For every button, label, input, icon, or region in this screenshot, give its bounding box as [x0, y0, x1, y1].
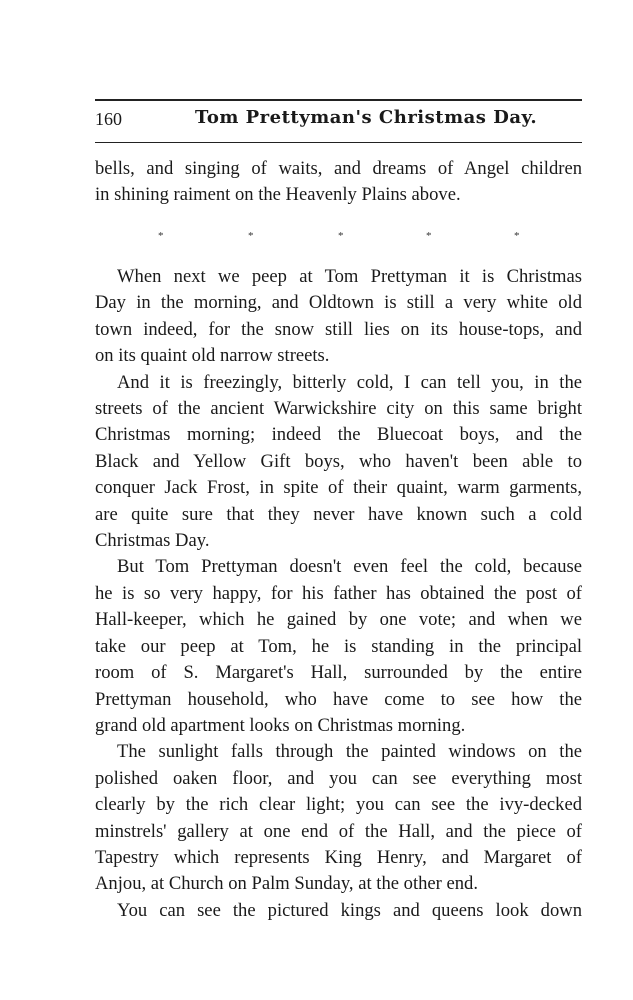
text-line: he is so very happy, for his father has obtained the post of — [95, 582, 582, 604]
text-line: are quite sure that they never have known such a cold — [95, 503, 582, 525]
text-line: minstrels' gallery at one end of the Hall, and the piece of — [95, 820, 582, 842]
section-break-star: * — [426, 230, 432, 242]
running-title: Tom Prettyman's Christmas Day. — [195, 107, 538, 128]
text-line: You can see the pictured kings and queens look down — [117, 899, 582, 921]
text-line: Prettyman household, who have come to see how the — [95, 688, 582, 710]
text-line: bells, and singing of waits, and dreams of Angel children — [95, 158, 582, 179]
text-line: town indeed, for the snow still lies on its house-tops, and — [95, 318, 582, 340]
section-break-star: * — [514, 230, 520, 242]
header-rule-bottom — [95, 142, 582, 143]
paragraph — [95, 898, 582, 924]
text-line: room of S. Margaret's Hall, surrounded by the entire — [95, 662, 582, 684]
section-break-star: * — [338, 230, 344, 242]
text-line: When next we peep at Tom Prettyman it is Christmas — [117, 266, 582, 287]
text-line: on its quaint old narrow streets. — [95, 345, 330, 367]
text-line: But Tom Prettyman doesn't even feel the cold, because — [117, 556, 582, 578]
continued-paragraph — [95, 156, 582, 209]
page-header — [95, 107, 582, 133]
text-line: Christmas Day. — [95, 530, 210, 552]
text-line: Hall-keeper, which he gained by one vote; and when we — [95, 609, 582, 631]
text-line: grand old apartment looks on Christmas morning. — [95, 714, 466, 736]
paragraph — [95, 554, 582, 739]
section-break-star: * — [248, 230, 254, 242]
header-rule-top — [95, 99, 582, 101]
text-line: The sunlight falls through the painted windows on the — [117, 741, 582, 763]
text-line: clearly by the rich clear light; you can see the ivy-decked — [95, 794, 582, 816]
text-line: take our peep at Tom, he is standing in the principal — [95, 635, 582, 657]
paragraph — [95, 739, 582, 897]
section-break — [95, 230, 582, 250]
section-break-star: * — [158, 230, 164, 242]
main-text — [95, 264, 582, 924]
text-line: Day in the morning, and Oldtown is still a very white old — [95, 292, 582, 314]
text-line: Anjou, at Church on Palm Sunday, at the other end. — [95, 873, 478, 895]
text-line: Black and Yellow Gift boys, who haven't been able to — [95, 450, 582, 472]
text-line: Christmas morning; indeed the Bluecoat boys, and the — [95, 424, 582, 446]
paragraph — [95, 264, 582, 370]
text-line: streets of the ancient Warwickshire city on this same bright — [95, 398, 582, 420]
text-line: polished oaken floor, and you can see everything most — [95, 767, 582, 789]
text-line: And it is freezingly, bitterly cold, I can tell you, in the — [117, 371, 582, 393]
paragraph — [95, 370, 582, 555]
text-line: conquer Jack Frost, in spite of their quaint, warm garments, — [95, 477, 582, 499]
page-number: 160 — [95, 109, 122, 129]
text-line: Tapestry which represents King Henry, and Margaret of — [95, 846, 582, 868]
text-line: in shining raiment on the Heavenly Plains above. — [95, 184, 461, 206]
